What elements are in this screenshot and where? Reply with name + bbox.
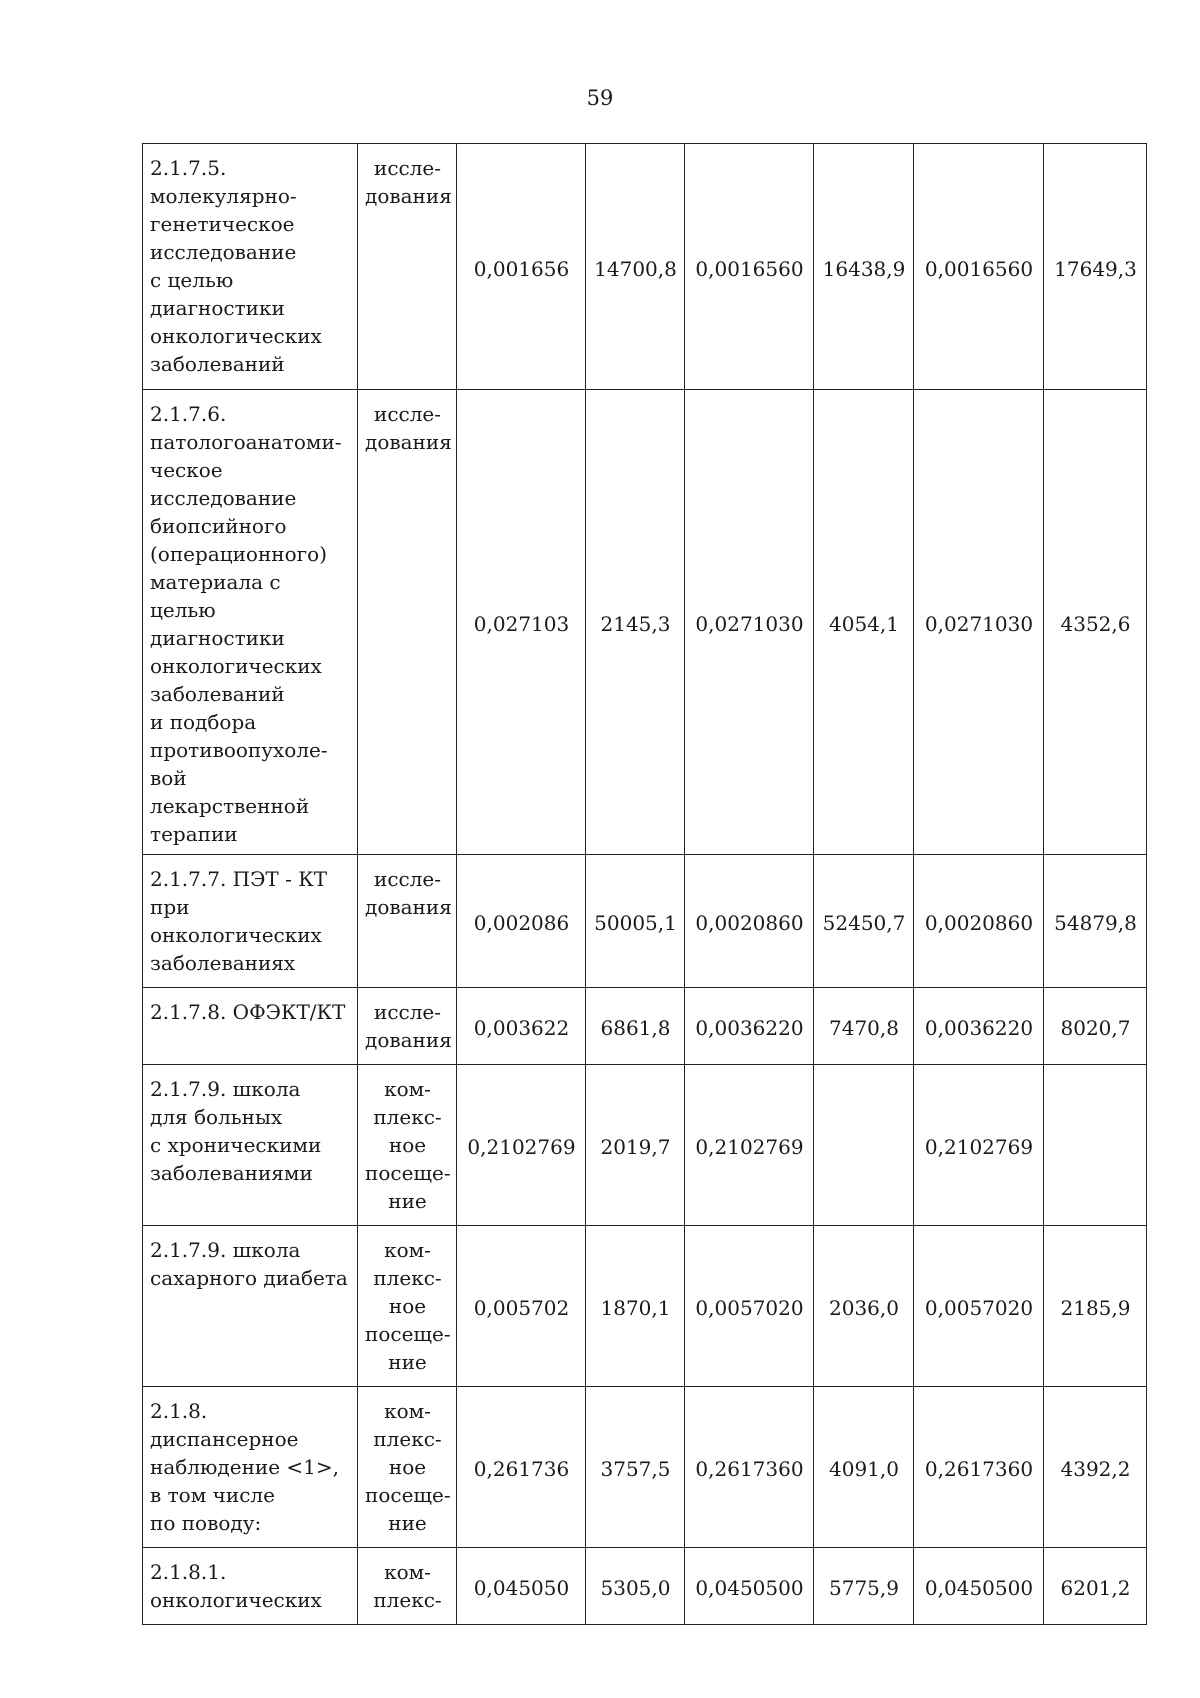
row-value: 0,045050	[457, 1548, 586, 1625]
table-row	[143, 855, 1147, 988]
row-value: 0,0271030	[914, 390, 1044, 855]
row-value: 4392,2	[1044, 1387, 1147, 1548]
row-unit: ком- плекс- ное посеще- ние	[358, 1226, 457, 1387]
row-value	[814, 1065, 914, 1226]
row-unit: иссле- дования	[358, 390, 457, 855]
row-name: 2.1.8.1. онкологических	[143, 1548, 358, 1625]
row-value: 0,005702	[457, 1226, 586, 1387]
row-unit: иссле- дования	[358, 144, 457, 390]
table-row	[143, 988, 1147, 1065]
row-value: 0,0450500	[914, 1548, 1044, 1625]
row-value: 8020,7	[1044, 988, 1147, 1065]
page-number: 59	[586, 86, 614, 110]
row-value: 0,2102769	[457, 1065, 586, 1226]
row-value: 0,2617360	[685, 1387, 814, 1548]
row-value: 0,0016560	[685, 144, 814, 390]
row-value: 52450,7	[814, 855, 914, 988]
table-row	[143, 144, 1147, 390]
row-unit: иссле- дования	[358, 988, 457, 1065]
row-value: 4054,1	[814, 390, 914, 855]
row-name: 2.1.7.5. молекулярно- генетическое исследование с целью диагностики онкологических заболеваний	[143, 144, 358, 390]
row-value: 16438,9	[814, 144, 914, 390]
row-value: 7470,8	[814, 988, 914, 1065]
row-name: 2.1.7.7. ПЭТ - КТ при онкологических заболеваниях	[143, 855, 358, 988]
row-value: 2036,0	[814, 1226, 914, 1387]
row-value: 0,0016560	[914, 144, 1044, 390]
row-value: 5775,9	[814, 1548, 914, 1625]
row-value: 4091,0	[814, 1387, 914, 1548]
row-value: 5305,0	[586, 1548, 685, 1625]
row-name: 2.1.7.9. школа сахарного диабета	[143, 1226, 358, 1387]
row-value: 0,0057020	[685, 1226, 814, 1387]
table-row	[143, 1548, 1147, 1625]
row-unit: ком- плекс-	[358, 1548, 457, 1625]
row-value: 0,0450500	[685, 1548, 814, 1625]
row-name: 2.1.7.8. ОФЭКТ/КТ	[143, 988, 358, 1065]
rates-table	[142, 143, 1147, 1625]
row-value: 0,0020860	[685, 855, 814, 988]
row-value: 0,0057020	[914, 1226, 1044, 1387]
row-value: 0,2102769	[685, 1065, 814, 1226]
row-value: 0,001656	[457, 144, 586, 390]
row-unit: ком- плекс- ное посеще- ние	[358, 1387, 457, 1548]
row-value: 6861,8	[586, 988, 685, 1065]
row-value: 2019,7	[586, 1065, 685, 1226]
row-value: 0,0020860	[914, 855, 1044, 988]
table-row	[143, 390, 1147, 855]
row-value: 0,0036220	[685, 988, 814, 1065]
row-value: 54879,8	[1044, 855, 1147, 988]
row-value: 0,0036220	[914, 988, 1044, 1065]
row-unit: ком- плекс- ное посеще- ние	[358, 1065, 457, 1226]
row-name: 2.1.7.9. школа для больных с хроническими заболеваниями	[143, 1065, 358, 1226]
row-name: 2.1.7.6. патологоанатоми- ческое исследование биопсийного (операционного) материала с целью диагностики онкологических заболеваний и подбора противоопухоле- вой лекарственной терапии	[143, 390, 358, 855]
row-unit: иссле- дования	[358, 855, 457, 988]
row-value: 0,261736	[457, 1387, 586, 1548]
row-value: 14700,8	[586, 144, 685, 390]
table-row	[143, 1387, 1147, 1548]
row-value: 1870,1	[586, 1226, 685, 1387]
row-value: 2145,3	[586, 390, 685, 855]
row-value: 3757,5	[586, 1387, 685, 1548]
row-value: 0,2617360	[914, 1387, 1044, 1548]
row-value: 0,002086	[457, 855, 586, 988]
row-value: 0,027103	[457, 390, 586, 855]
row-value: 2185,9	[1044, 1226, 1147, 1387]
row-name: 2.1.8. диспансерное наблюдение <1>, в том числе по поводу:	[143, 1387, 358, 1548]
row-value: 50005,1	[586, 855, 685, 988]
table-row	[143, 1226, 1147, 1387]
row-value: 0,0271030	[685, 390, 814, 855]
table-row	[143, 1065, 1147, 1226]
row-value	[1044, 1065, 1147, 1226]
row-value: 0,2102769	[914, 1065, 1044, 1226]
row-value: 17649,3	[1044, 144, 1147, 390]
row-value: 6201,2	[1044, 1548, 1147, 1625]
row-value: 0,003622	[457, 988, 586, 1065]
row-value: 4352,6	[1044, 390, 1147, 855]
